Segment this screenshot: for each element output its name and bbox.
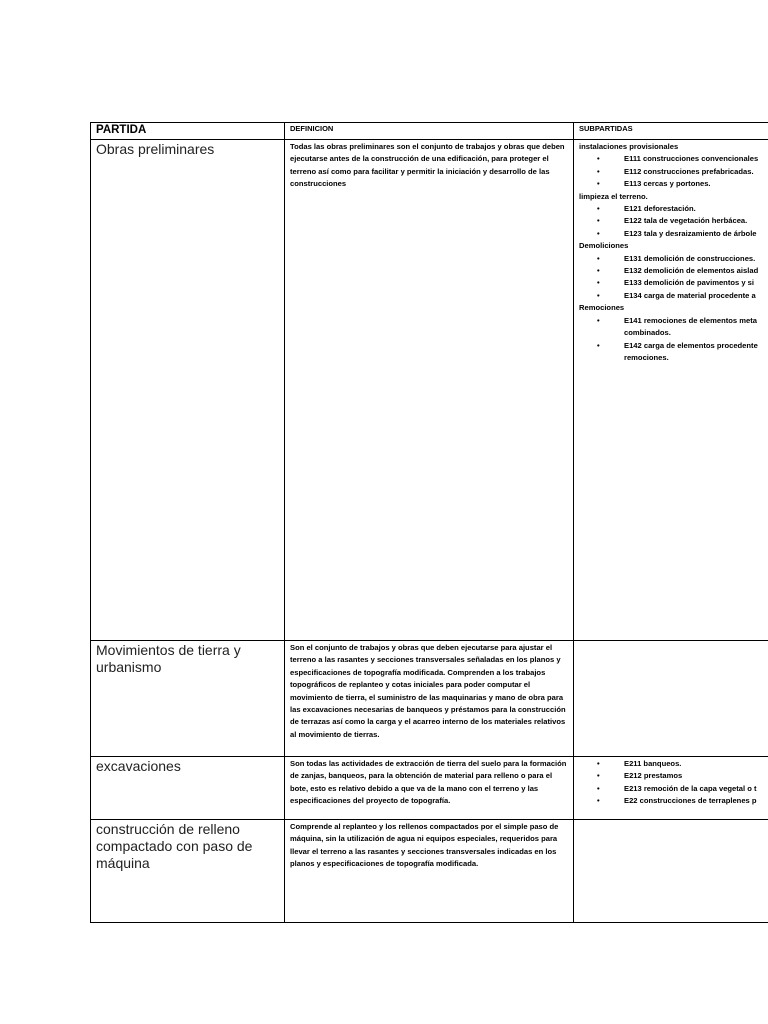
list-item: • E22 construcciones de terraplenes p bbox=[579, 795, 768, 807]
header-definicion: DEFINICION bbox=[285, 123, 574, 140]
subgroup-list bbox=[579, 203, 768, 240]
list-item: • E212 prestamos bbox=[579, 770, 768, 782]
subpartidas-cell bbox=[574, 820, 768, 923]
list-item: • E132 demolición de elementos aislad bbox=[579, 265, 768, 277]
subgroup-title: Demoliciones bbox=[579, 241, 629, 251]
subgroup-list bbox=[579, 153, 768, 190]
partida-cell: Movimientos de tierra y urbanismo bbox=[91, 641, 285, 757]
definicion-cell: Todas las obras preliminares son el conjunto de trabajos y obras que deben ejecutarse antes de la construcción de una edificación, para proteger el terreno así como para facilitar y permitir la iniciación y desarrollo de las construcciones bbox=[285, 140, 574, 641]
subpartidas-cell bbox=[574, 641, 768, 757]
header-partida: PARTIDA bbox=[91, 123, 285, 140]
list-item: • E213 remoción de la capa vegetal o t bbox=[579, 783, 768, 795]
list-item: • E133 demolición de pavimentos y si bbox=[579, 277, 768, 289]
list-item: • E111 construcciones convencionales bbox=[579, 153, 768, 165]
list-item: • E131 demolición de construcciones. bbox=[579, 253, 768, 265]
header-subpartidas: SUBPARTIDAS bbox=[574, 123, 768, 140]
list-item: • E122 tala de vegetación herbácea. bbox=[579, 215, 768, 227]
partida-cell: construcción de relleno compactado con paso de máquina bbox=[91, 820, 285, 923]
list-item: • E123 tala y desraizamiento de árbole bbox=[579, 228, 768, 240]
partida-cell: excavaciones bbox=[91, 757, 285, 820]
subpartidas-cell bbox=[574, 140, 768, 641]
definicion-cell: Son el conjunto de trabajos y obras que deben ejecutarse para ajustar el terreno a las rasantes y secciones transversales señaladas en los planos y especificaciones de topografía modificada. Comprenden a los trabajos topográficos de replanteo y cotas iniciales para poder computar el movimiento de tierra, el suministro de las maquinarias y mano de obra para las excavaciones necesarias de banqueos y préstamos para la construcción de terrazas así como la carga y el acarreo interno de los materiales relativos al movimiento de tierras. bbox=[285, 641, 574, 757]
subgroup-list bbox=[579, 253, 768, 303]
subpartidas-cell bbox=[574, 757, 768, 820]
definicion-cell: Son todas las actividades de extracción de tierra del suelo para la formación de zanjas, banqueos, para la obtención de material para relleno o para el bote, esto es relativo debido a que va de la mano con el terreno y las especificaciones del proyecto de topografía. bbox=[285, 757, 574, 820]
header-row bbox=[91, 123, 768, 140]
subgroup-list bbox=[579, 315, 768, 365]
list-item: • E113 cercas y portones. bbox=[579, 178, 768, 190]
table-row bbox=[91, 820, 768, 923]
list-item: • E112 construcciones prefabricadas. bbox=[579, 166, 768, 178]
list-item: • E141 remociones de elementos meta combinados. bbox=[579, 315, 768, 340]
subgroup-list bbox=[579, 758, 768, 808]
table-row bbox=[91, 757, 768, 820]
list-item: • E142 carga de elementos procedente remociones. bbox=[579, 340, 768, 365]
definicion-cell: Comprende al replanteo y los rellenos compactados por el simple paso de máquina, sin la utilización de agua ni equipos especiales, requeridos para llevar el terreno a las rasantes y secciones transversales indicadas en los planos y especificaciones de topografía modificada. bbox=[285, 820, 574, 923]
list-item: • E121 deforestación. bbox=[579, 203, 768, 215]
partida-cell: Obras preliminares bbox=[91, 140, 285, 641]
list-item: • E211 banqueos. bbox=[579, 758, 768, 770]
list-item: • E134 carga de material procedente a bbox=[579, 290, 768, 302]
table-row bbox=[91, 641, 768, 757]
table-row bbox=[91, 140, 768, 641]
partidas-table bbox=[90, 122, 768, 923]
subgroup-title: Remociones bbox=[579, 303, 625, 313]
subgroup-title: limpieza el terreno. bbox=[579, 191, 648, 201]
subgroup-title: instalaciones provisionales bbox=[579, 142, 679, 151]
